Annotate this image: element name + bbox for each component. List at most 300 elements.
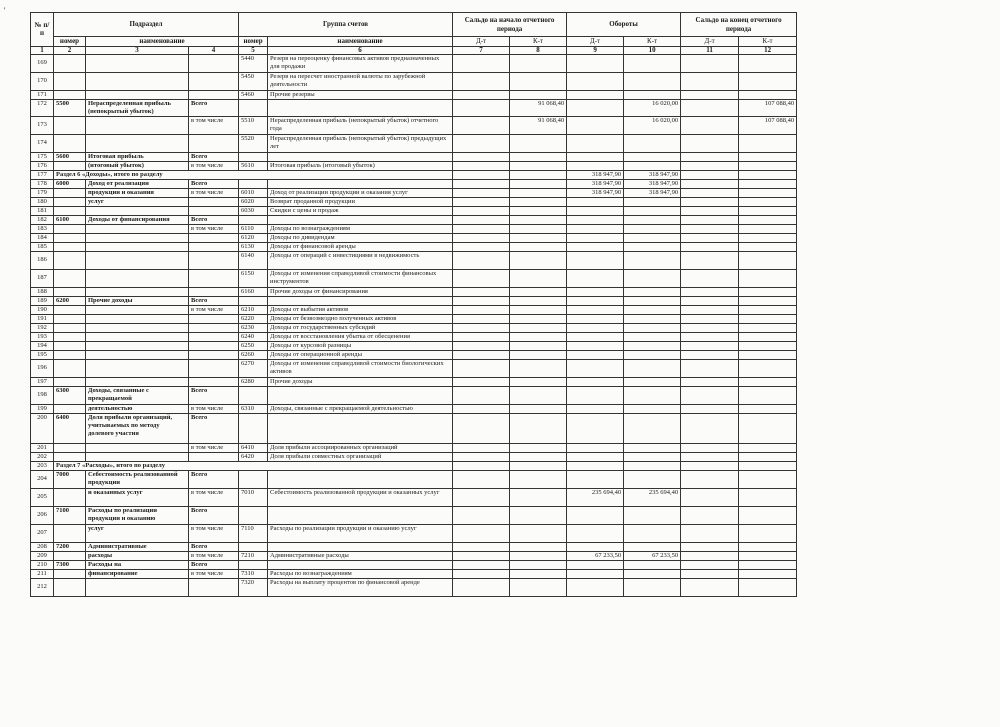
subsection-name — [86, 224, 189, 233]
account-name: Нераспределенная прибыль (непокрытый убыток) предыдущих лет — [268, 134, 453, 152]
amount-c9 — [567, 197, 624, 206]
subsection-name: Нераспределенная прибыль (непокрытый убыток) — [86, 99, 189, 116]
column-number: 10 — [624, 46, 681, 54]
account-name: Резерв на переоценку финансовых активов предназначенных для продажи — [268, 54, 453, 72]
amount-c8 — [510, 90, 567, 99]
subsection-code — [54, 314, 86, 323]
subsection-scope — [189, 314, 239, 323]
amount-c7 — [453, 461, 510, 470]
amount-c9 — [567, 314, 624, 323]
amount-c10: 16 020,00 — [624, 99, 681, 116]
amount-c10: 16 020,00 — [624, 116, 681, 134]
account-code: 6410 — [239, 443, 268, 452]
subsection-code — [54, 161, 86, 170]
amount-c8 — [510, 233, 567, 242]
account-balance-table — [30, 12, 797, 597]
amount-c9 — [567, 560, 624, 569]
row-number: 205 — [31, 488, 54, 506]
subsection-scope — [189, 452, 239, 461]
account-code: 6210 — [239, 305, 268, 314]
account-code — [239, 215, 268, 224]
amount-c8 — [510, 470, 567, 488]
amount-c7 — [453, 350, 510, 359]
amount-c7 — [453, 314, 510, 323]
amount-c8 — [510, 452, 567, 461]
table-row — [31, 251, 797, 269]
subsection-name: услуг — [86, 197, 189, 206]
amount-c11 — [681, 488, 739, 506]
column-number: 9 — [567, 46, 624, 54]
amount-c7 — [453, 359, 510, 377]
subsection-scope: в том числе — [189, 116, 239, 134]
table-row — [31, 506, 797, 524]
amount-c9: 318 947,90 — [567, 188, 624, 197]
account-name — [268, 470, 453, 488]
amount-c11 — [681, 413, 739, 443]
amount-c7 — [453, 188, 510, 197]
account-code: 6120 — [239, 233, 268, 242]
subsection-name — [86, 452, 189, 461]
amount-c9 — [567, 296, 624, 305]
amount-c10 — [624, 287, 681, 296]
amount-c10 — [624, 506, 681, 524]
account-code: 7310 — [239, 569, 268, 578]
row-number: 203 — [31, 461, 54, 470]
subsection-code: 5600 — [54, 152, 86, 161]
table-row — [31, 54, 797, 72]
subsection-code — [54, 197, 86, 206]
account-code: 7210 — [239, 551, 268, 560]
section-title: Раздел 7 «Расходы», итого по разделу — [54, 461, 453, 470]
subsection-code — [54, 224, 86, 233]
amount-c9 — [567, 404, 624, 413]
subsection-name: расходы — [86, 551, 189, 560]
amount-c9 — [567, 461, 624, 470]
amount-c11 — [681, 242, 739, 251]
subsection-scope — [189, 54, 239, 72]
row-number: 210 — [31, 560, 54, 569]
amount-c11 — [681, 296, 739, 305]
amount-c11 — [681, 152, 739, 161]
subsection-name — [86, 251, 189, 269]
table-row — [31, 578, 797, 596]
amount-c7 — [453, 296, 510, 305]
amount-c11 — [681, 404, 739, 413]
amount-c12 — [739, 305, 797, 314]
amount-c9 — [567, 386, 624, 404]
amount-c7 — [453, 542, 510, 551]
amount-c9 — [567, 134, 624, 152]
amount-c9 — [567, 72, 624, 90]
header-kt: К-т — [624, 37, 681, 47]
account-name — [268, 296, 453, 305]
row-number: 183 — [31, 224, 54, 233]
amount-c8 — [510, 206, 567, 215]
amount-c9: 318 947,90 — [567, 179, 624, 188]
subsection-name: Прочие доходы — [86, 296, 189, 305]
subsection-scope: в том числе — [189, 305, 239, 314]
amount-c10 — [624, 251, 681, 269]
amount-c12 — [739, 134, 797, 152]
amount-c7 — [453, 551, 510, 560]
subsection-scope — [189, 323, 239, 332]
table-row — [31, 134, 797, 152]
amount-c9 — [567, 341, 624, 350]
column-number: 7 — [453, 46, 510, 54]
amount-c8 — [510, 188, 567, 197]
account-name: Доходы от восстановления убытка от обесценения — [268, 332, 453, 341]
amount-c11 — [681, 341, 739, 350]
subsection-code — [54, 341, 86, 350]
amount-c12 — [739, 506, 797, 524]
amount-c7 — [453, 287, 510, 296]
table-row — [31, 350, 797, 359]
amount-c11 — [681, 377, 739, 386]
amount-c12 — [739, 152, 797, 161]
account-name: Доходы от изменения справедливой стоимости биологических активов — [268, 359, 453, 377]
subsection-code — [54, 404, 86, 413]
subsection-name — [86, 233, 189, 242]
account-name: Доходы от курсовой разницы — [268, 341, 453, 350]
account-name: Расходы по вознаграждениям — [268, 569, 453, 578]
account-name — [268, 386, 453, 404]
account-name: Доля прибыли совместных организаций — [268, 452, 453, 461]
amount-c12 — [739, 170, 797, 179]
row-number: 190 — [31, 305, 54, 314]
amount-c7 — [453, 305, 510, 314]
amount-c12 — [739, 350, 797, 359]
amount-c8 — [510, 488, 567, 506]
table-row — [31, 314, 797, 323]
amount-c11 — [681, 287, 739, 296]
amount-c12 — [739, 332, 797, 341]
account-name: Доходы от финансовой аренды — [268, 242, 453, 251]
subsection-scope: Всего — [189, 152, 239, 161]
row-number: 202 — [31, 452, 54, 461]
amount-c12 — [739, 161, 797, 170]
row-number: 201 — [31, 443, 54, 452]
account-name: Доходы от безвозмездно полученных активов — [268, 314, 453, 323]
account-name: Доходы от выбытия активов — [268, 305, 453, 314]
amount-c11 — [681, 359, 739, 377]
row-number: 191 — [31, 314, 54, 323]
table-row — [31, 452, 797, 461]
subsection-code: 6200 — [54, 296, 86, 305]
amount-c9 — [567, 578, 624, 596]
amount-c10 — [624, 72, 681, 90]
subsection-name: продукции и оказания — [86, 188, 189, 197]
amount-c12 — [739, 359, 797, 377]
subsection-code — [54, 116, 86, 134]
amount-c11 — [681, 443, 739, 452]
amount-c7 — [453, 488, 510, 506]
account-code: 5460 — [239, 90, 268, 99]
row-number: 192 — [31, 323, 54, 332]
amount-c9 — [567, 99, 624, 116]
amount-c7 — [453, 224, 510, 233]
account-code: 7010 — [239, 488, 268, 506]
subsection-name: Доходы от финансирования — [86, 215, 189, 224]
amount-c7 — [453, 54, 510, 72]
amount-c9 — [567, 524, 624, 542]
subsection-code: 7100 — [54, 506, 86, 524]
column-number: 2 — [54, 46, 86, 54]
row-number: 178 — [31, 179, 54, 188]
account-name — [268, 215, 453, 224]
column-number: 4 — [189, 46, 239, 54]
amount-c8 — [510, 443, 567, 452]
row-number: 194 — [31, 341, 54, 350]
column-number: 11 — [681, 46, 739, 54]
header-kt: К-т — [510, 37, 567, 47]
subsection-scope — [189, 242, 239, 251]
account-name: Нераспределенная прибыль (непокрытый убыток) отчетного года — [268, 116, 453, 134]
amount-c7 — [453, 569, 510, 578]
header-dt: Д-т — [453, 37, 510, 47]
account-name — [268, 506, 453, 524]
subsection-scope: Всего — [189, 542, 239, 551]
amount-c12 — [739, 224, 797, 233]
amount-c11 — [681, 90, 739, 99]
table-row — [31, 404, 797, 413]
subsection-code — [54, 54, 86, 72]
account-name: Резерв на пересчет иностранной валюты по зарубежной деятельности — [268, 72, 453, 90]
amount-c11 — [681, 134, 739, 152]
table-row — [31, 233, 797, 242]
row-number: 184 — [31, 233, 54, 242]
subsection-scope — [189, 269, 239, 287]
amount-c8 — [510, 314, 567, 323]
amount-c8 — [510, 542, 567, 551]
amount-c12 — [739, 314, 797, 323]
amount-c7 — [453, 215, 510, 224]
amount-c8 — [510, 350, 567, 359]
amount-c9 — [567, 350, 624, 359]
row-number: 176 — [31, 161, 54, 170]
account-code: 5610 — [239, 161, 268, 170]
table-row — [31, 377, 797, 386]
amount-c10 — [624, 161, 681, 170]
account-code: 6150 — [239, 269, 268, 287]
row-number: 188 — [31, 287, 54, 296]
amount-c7 — [453, 332, 510, 341]
amount-c10 — [624, 359, 681, 377]
account-code: 5440 — [239, 54, 268, 72]
amount-c11 — [681, 269, 739, 287]
amount-c12 — [739, 206, 797, 215]
amount-c11 — [681, 233, 739, 242]
amount-c12 — [739, 90, 797, 99]
amount-c11 — [681, 386, 739, 404]
subsection-code — [54, 305, 86, 314]
amount-c12 — [739, 287, 797, 296]
row-number: 193 — [31, 332, 54, 341]
table-row — [31, 99, 797, 116]
amount-c11 — [681, 323, 739, 332]
amount-c12 — [739, 404, 797, 413]
subsection-code — [54, 188, 86, 197]
subsection-scope: в том числе — [189, 188, 239, 197]
amount-c7 — [453, 452, 510, 461]
subsection-code — [54, 323, 86, 332]
table-row — [31, 269, 797, 287]
account-name — [268, 560, 453, 569]
subsection-scope — [189, 341, 239, 350]
amount-c8 — [510, 134, 567, 152]
amount-c10 — [624, 578, 681, 596]
amount-c7 — [453, 470, 510, 488]
table-row — [31, 359, 797, 377]
amount-c7 — [453, 341, 510, 350]
amount-c12 — [739, 233, 797, 242]
amount-c10 — [624, 90, 681, 99]
account-code — [239, 560, 268, 569]
account-code: 6310 — [239, 404, 268, 413]
subsection-name — [86, 269, 189, 287]
amount-c8: 91 068,40 — [510, 99, 567, 116]
subsection-code — [54, 269, 86, 287]
account-code: 7110 — [239, 524, 268, 542]
subsection-code: 5500 — [54, 99, 86, 116]
subsection-scope — [189, 332, 239, 341]
table-row — [31, 224, 797, 233]
header-nomer: номер — [239, 37, 268, 47]
amount-c8 — [510, 359, 567, 377]
row-number: 206 — [31, 506, 54, 524]
amount-c8 — [510, 323, 567, 332]
row-number: 170 — [31, 72, 54, 90]
subsection-code — [54, 359, 86, 377]
row-number: 171 — [31, 90, 54, 99]
subsection-name: деятельностью — [86, 404, 189, 413]
amount-c11 — [681, 578, 739, 596]
subsection-scope: Всего — [189, 179, 239, 188]
amount-c11 — [681, 170, 739, 179]
amount-c10 — [624, 197, 681, 206]
subsection-code — [54, 377, 86, 386]
table-row — [31, 296, 797, 305]
subsection-name: Расходы на — [86, 560, 189, 569]
column-number: 3 — [86, 46, 189, 54]
amount-c8 — [510, 269, 567, 287]
row-number: 175 — [31, 152, 54, 161]
amount-c7 — [453, 560, 510, 569]
account-name: Себестоимость реализованной продукции и оказанных услуг — [268, 488, 453, 506]
table-row — [31, 323, 797, 332]
amount-c10 — [624, 470, 681, 488]
amount-c7 — [453, 161, 510, 170]
amount-c7 — [453, 152, 510, 161]
subsection-code — [54, 551, 86, 560]
amount-c10 — [624, 332, 681, 341]
amount-c8 — [510, 461, 567, 470]
amount-c8 — [510, 332, 567, 341]
amount-c10 — [624, 314, 681, 323]
table-row — [31, 179, 797, 188]
account-name: Доходы по дивидендам — [268, 233, 453, 242]
account-name: Прочие доходы от финансирования — [268, 287, 453, 296]
subsection-code: 6400 — [54, 413, 86, 443]
amount-c11 — [681, 470, 739, 488]
account-code — [239, 296, 268, 305]
account-code: 5520 — [239, 134, 268, 152]
amount-c11 — [681, 224, 739, 233]
amount-c9 — [567, 233, 624, 242]
subsection-scope — [189, 251, 239, 269]
amount-c8 — [510, 161, 567, 170]
account-code: 6110 — [239, 224, 268, 233]
amount-c10 — [624, 224, 681, 233]
amount-c10 — [624, 443, 681, 452]
amount-c10: 67 233,50 — [624, 551, 681, 560]
row-number: 189 — [31, 296, 54, 305]
amount-c10: 318 947,90 — [624, 170, 681, 179]
table-row — [31, 215, 797, 224]
amount-c9 — [567, 377, 624, 386]
subsection-code — [54, 206, 86, 215]
subsection-scope — [189, 578, 239, 596]
row-number: 198 — [31, 386, 54, 404]
subsection-scope — [189, 134, 239, 152]
table-row — [31, 542, 797, 551]
amount-c11 — [681, 461, 739, 470]
subsection-scope: Всего — [189, 386, 239, 404]
header-saldo-start: Сальдо на начало отчетного периода — [453, 13, 567, 37]
subsection-scope: Всего — [189, 506, 239, 524]
amount-c12 — [739, 413, 797, 443]
subsection-code — [54, 488, 86, 506]
table-row — [31, 443, 797, 452]
account-code: 6130 — [239, 242, 268, 251]
table-row — [31, 242, 797, 251]
table-row — [31, 332, 797, 341]
amount-c9 — [567, 152, 624, 161]
subsection-scope — [189, 350, 239, 359]
subsection-code — [54, 242, 86, 251]
account-code: 6270 — [239, 359, 268, 377]
account-code — [239, 470, 268, 488]
amount-c10 — [624, 233, 681, 242]
amount-c7 — [453, 179, 510, 188]
subsection-name: Итоговая прибыль — [86, 152, 189, 161]
amount-c8 — [510, 152, 567, 161]
amount-c12: 107 088,40 — [739, 99, 797, 116]
subsection-name: и оказанных услуг — [86, 488, 189, 506]
table-row — [31, 470, 797, 488]
account-code: 6230 — [239, 323, 268, 332]
amount-c7 — [453, 386, 510, 404]
amount-c11 — [681, 215, 739, 224]
subsection-name — [86, 323, 189, 332]
amount-c11 — [681, 161, 739, 170]
amount-c10 — [624, 296, 681, 305]
amount-c9 — [567, 116, 624, 134]
subsection-code — [54, 233, 86, 242]
subsection-code — [54, 443, 86, 452]
amount-c8 — [510, 215, 567, 224]
amount-c12 — [739, 323, 797, 332]
subsection-name: услуг — [86, 524, 189, 542]
subsection-name — [86, 287, 189, 296]
subsection-code: 6000 — [54, 179, 86, 188]
amount-c12 — [739, 179, 797, 188]
subsection-scope: в том числе — [189, 524, 239, 542]
subsection-scope: Всего — [189, 215, 239, 224]
amount-c11 — [681, 560, 739, 569]
subsection-name — [86, 134, 189, 152]
amount-c11 — [681, 524, 739, 542]
amount-c12 — [739, 542, 797, 551]
